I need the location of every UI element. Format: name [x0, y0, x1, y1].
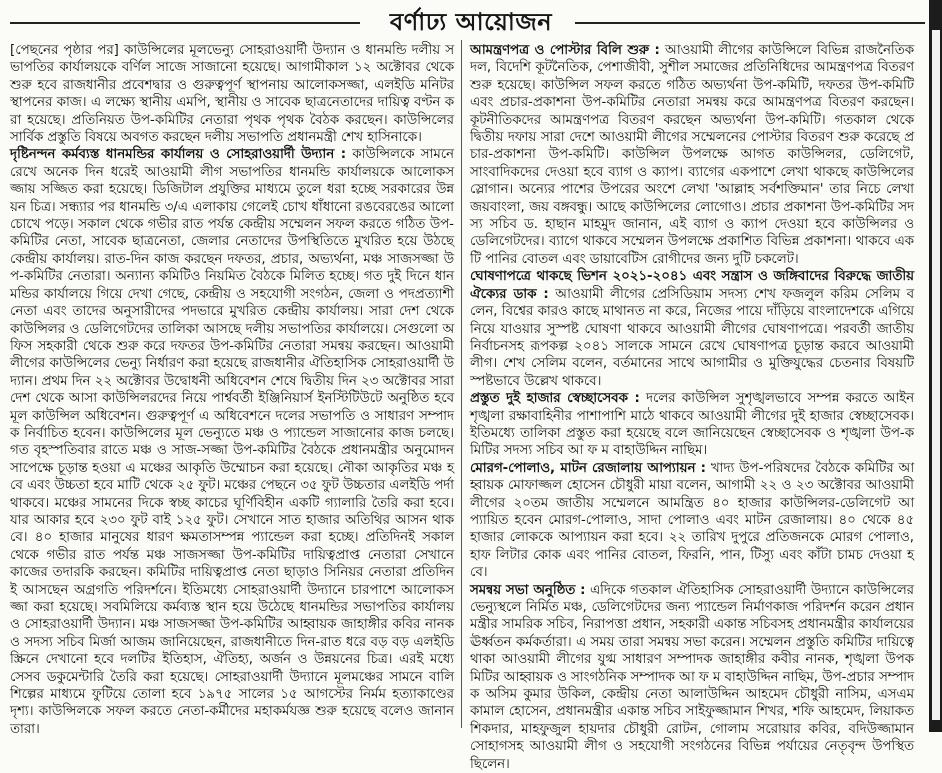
right-column: [470, 42, 915, 772]
subheading: প্রস্তুত দুই হাজার স্বেচ্ছাসেবক :: [470, 391, 640, 407]
subheading: সমন্বয় সভা অনুষ্ঠিত :: [470, 582, 586, 598]
article-paragraph: [470, 582, 914, 773]
paragraph-text: [পেছনের পৃষ্ঠার পর] কাউন্সিলের মূলভেন্যু সোহরাওয়ার্দী উদ্যান ও ধানমন্ডি দলীয় সভাপতির কার্যালয়কে বর্ণিল সাজে সাজানো হয়েছে। আগামীকাল ১২ অক্টোবর থেকে শুরু হবে রাজধানীর প্রবেশদ্বার ও গুরুত্বপূর্ণ স্থাপনায় আলোকসজ্জা, এলইডি মনিটর স্থাপনের কাজ। এ লক্ষ্যে স্থানীয় এমপি, স্থানীয় ও সাবেক ছাত্রনেতাদের দায়িত্ব বণ্টন করা হয়েছে। প্রতিনিয়ত উপ-কমিটির নেতারা পৃথক পৃথক বৈঠক করছেন। কাউন্সিলের সার্বিক প্রস্তুতি বিষয়ে অবগত করছেন দলীয় সভাপতি প্রধানমন্ত্রী শেখ হাসিনাকে।: [10, 43, 454, 146]
article-paragraph: [10, 146, 454, 738]
subheading: মোরগ-পোলাও, মাটন রেজালায় আপ্যায়ন :: [470, 460, 706, 476]
subheading: আমন্ত্রণপত্র ও পোস্টার বিলি শুরু :: [470, 43, 660, 58]
title-rule-left: [10, 22, 360, 24]
column-divider: [461, 40, 462, 728]
subheading: দৃষ্টিনন্দন কর্মব্যস্ত ধানমন্ডির কার্যালয় ও সোহরাওয়ার্দী উদ্যান :: [10, 147, 347, 163]
article-paragraph: [470, 268, 914, 390]
paragraph-text: আওয়ামী লীগের কাউন্সিলে বিভিন্ন রাজনৈতিক দল, বিদেশি কূটনৈতিক, পেশাজীবী, সুশীল সমাজের প্রতিনিধিদের আমন্ত্রণপত্র বিতরণ শুরু হয়েছে। কাউন্সিল সফল করতে গঠিত অভ্যর্থনা উপ-কমিটি, দফতর উপ-কমিটি এবং প্রচার-প্রকাশনা উপ-কমিটির নেতারা সমন্বয় করে আমন্ত্রণপত্র বিতরণ করছেন। কূটনীতিকদের আমন্ত্রণপত্র বিতরণ করছেন অভ্যর্থনা উপ-কমিটি। গতকাল থেকে দ্বিতীয় দফায় সারা দেশে আওয়ামী লীগের সম্মেলনের পোস্টার বিতরণ শুরু করেছে প্রচার-প্রকাশনা উপ-কমিটি। কাউন্সিল উপলক্ষে আগত কাউন্সিলর, ডেলিগেট, সাংবাদিকদের দেওয়া হবে ব্যাগ ও ক্যাপ। ব্যাগের একপাশে লেখা থাকছে কাউন্সিলের স্লোগান। অন্যের পাশের উপরের অংশে লেখা 'আল্লাহ সর্বশক্তিমান' তার নিচে লেখা জয়বাংলা, জয় বঙ্গবন্ধু। আছে কাউন্সিলের লোগোও। প্রচার প্রকাশনা উপ-কমিটির সদস্য সচিব ড. হাছান মাহমুদ জানান, এই ব্যাগ ও ক্যাপ দেওয়া হবে কাউন্সিলর ও ডেলিগেটদের। ব্যাগে থাকবে সম্মেলন উপলক্ষে প্রকাশিত বিভিন্ন প্রকাশনা। থাকবে একটি পানির বোতল এবং ডায়াবেটিস রোগীদের জন্য দুটি চকলেট।: [470, 43, 914, 267]
paragraph-text: এদিকে গতকাল ঐতিহাসিক সোহরাওয়ার্দী উদ্যানে কাউন্সিলের ভেন্যুস্থলে নির্মিত মঞ্চ, ডেলিগেটদের জন্য প্যান্ডেল নির্মাণকাজ পরিদর্শন করেন প্রধানমন্ত্রীর সামরিক সচিব, নিরাপত্তা প্রধান, সহকারী একান্ত সচিবসহ প্রধানমন্ত্রীর কার্যালয়ের ঊর্ধ্বতন কর্মকর্তারা। এ সময় তারা সমন্বয় সভা করেন। সম্মেলন প্রস্তুতি কমিটির দায়িত্বে থাকা আওয়ামী লীগের যুগ্ম সাধারণ সম্পাদক জাহাঙ্গীর কবীর নানক, শৃঙ্খলা উপকমিটির আহ্বায়ক ও সাংগঠনিক সম্পাদক আ ফ ম বাহাউদ্দিন নাছিম, উপ-প্রচার সম্পাদক অসিম কুমার উকিল, কেন্দ্রীয় নেতা আলাউদ্দিন আহমেদ চৌধুরী নাসিম, এসএম কামাল হোসেন, প্রধানমন্ত্রীর একান্ত সচিব সাইফুজ্জামান শিখর, শফি আহমেদ, লিয়াকত শিকদার, মাহফুজুল হায়দার চৌধুরী রোটন, গোলাম সরোয়ার কবির, বদিউজ্জামান সোহাগসহ আওয়ামী লীগ ও সহযোগী সংগঠনের বিভিন্ন পর্যায়ের নেতৃবৃন্দ উপস্থিত ছিলেন।: [470, 582, 914, 772]
article-paragraph: [470, 460, 914, 582]
paragraph-text: কাউন্সিলকে সামনে রেখে অনেক দিন ধরেই আওয়ামী লীগ সভাপতির ধানমন্ডি কার্যালয়কে আলোকসজ্জায় সজ্জিত করা হয়েছে। ডিজিটাল প্রযুক্তির মাধ্যমে তুলে ধরা হচ্ছে সরকারের উন্নয়ন চিত্র। সন্ধ্যার পর ধানমন্ডি ৩/এ এলাকায় গেলেই চোখ ধাঁধানো রঙবেরঙের আলো চোখে পড়ে। সকাল থেকে গভীর রাত পর্যন্ত কেন্দ্রীয় সম্মেলন সফল করতে গঠিত উপ-কমিটির নেতা, সাবেক ছাত্রনেতা, জেলার নেতাদের উপস্থিতিতে মুখরিত হয়ে উঠছে কেন্দ্রীয় কার্যালয়। রাত-দিন কাজ করছেন দফতর, প্রচার, অভ্যর্থনা, মঞ্চ সাজসজ্জা উপ-কমিটির নেতারা। অন্যান্য কমিটিও নিয়মিত বৈঠকে মিলিত হচ্ছে। গত দুই দিনে ধানমন্ডির কার্যালয়ে গিয়ে দেখা গেছে, কেন্দ্রীয় ও সহযোগী সংগঠন, জেলা ও পদপ্রত্যাশী নেতা এবং তাদের অনুসারীদের পদভারে মুখরিত কেন্দ্রীয় কার্যালয়। সারা দেশ থেকে কাউন্সিলর ও ডেলিগেটদের তালিকা আসছে দলীয় সভাপতির কার্যালয়ে। সেগুলো অফিস সহকারী থেকে শুরু করে দফতর উপ-কমিটির নেতারা সমন্বয় করছেন। আওয়ামী লীগের কাউন্সিলের ভেন্যু নির্ধারণ করা হয়েছে রাজধানীর ঐতিহাসিক সোহরাওয়ার্দী উদ্যান। প্রথম দিন ২২ অক্টোবর উদ্বোধনী অধিবেশন শেষে দ্বিতীয় দিন ২৩ অক্টোবর সারা দেশ থেকে আসা কাউন্সিলরদের নিয়ে পার্শ্ববর্তী ইঞ্জিনিয়ার্স ইনস্টিটিউটে অনুষ্ঠিত হবে মূল কাউন্সিল অধিবেশন। গুরুত্বপূর্ণ এ অধিবেশনে দলের সভাপতি ও সাধারণ সম্পাদক নির্বাচিত হবেন। কাউন্সিলের মূল ভেন্যুতে মঞ্চ ও প্যান্ডেল সাজানোর কাজ চলছে। গত বৃহস্পতিবার রাতে মঞ্চ ও সাজ-সজ্জা উপ-কমিটির বৈঠকে প্রধানমন্ত্রীর অনুমোদন সাপেক্ষে চূড়ান্ত হওয়া এ মঞ্চের আকৃতি উম্মোচন করা হয়েছে। নৌকা আকৃতির মঞ্চ হবে এবং উচ্চতা হবে মাটি থেকে ২৫ ফুট। মঞ্চের পেছনে ৩৫ ফুট উচ্চতার এলইডি পর্দা থাকবে। মঞ্চের সামনের দিকে স্বচ্ছ কাচের ঘূর্ণিবিহীন একটি গ্যালারি তৈরি করা হবে। যার আকার হবে ২৩০ ফুট বাই ১২৫ ফুট। সেখানে সাত হাজার অতিথির আসন থাকবে। ৪০ হাজার মানুষের ধারণ ক্ষমতাসম্পন্ন প্যান্ডেল করা হচ্ছে। প্রতিদিনই সকাল থেকে গভীর রাত পর্যন্ত মঞ্চ সাজসজ্জা উপ-কমিটির দায়িত্বপ্রাপ্ত নেতারা সেখানে কাজের তদারকি করছেন। কমিটির দায়িত্বপ্রাপ্ত নেতা ছাড়াও সিনিয়র নেতারা প্রতিদিনই আসছেন অগ্রগতি পরিদর্শনে। ইতিমধ্যে সোহরাওয়ার্দী উদ্যানে চারপাশে আলোকসজ্জা করা হয়েছে। সবমিলিয়ে কর্মব্যস্ত স্থান হয়ে উঠেছে ধানমন্ডির সভাপতির কার্যালয় ও সোহরাওয়ার্দী উদ্যান। মঞ্চ সাজসজ্জা উপ-কমিটির আহ্বায়ক জাহাঙ্গীর কবির নানক ও সদস্য সচিব মির্জা আজম জানিয়েছেন, রাজধানীতে দিন-রাত ধরে বড় বড় এলইডি স্ক্রিনে দেখানো হবে দলটির ইতিহাস, ঐতিহ্য, অর্জন ও উন্নয়নের চিত্র। এরই মধ্যে সেসব ডকুমেন্টারি তৈরি করা হয়েছে। সোহরাওয়ার্দী উদ্যানে মূলমঞ্চের সামনে বালি শিল্পের মাধ্যমে ফুটিয়ে তোলা হবে ১৯৭৫ সালের ১৫ আগস্টের নির্মম হত্যাকাণ্ডের দৃশ্য। কাউন্সিলকে সফল করতে নেতা-কর্মীদের মহাকর্মযজ্ঞ শুরু হয়েছে বলেও জানান তারা।: [10, 147, 455, 737]
page-edge-margin: [932, 30, 940, 720]
article-paragraph: [470, 42, 914, 268]
subheading: ঘোষণাপত্রে থাকছে ভিশন ২০২১-২০৪১ এবং সন্ত্রাস ও জঙ্গিবাদের বিরুদ্ধে জাতীয় ঐক্যের ডাক :: [470, 269, 914, 302]
paragraph-text: খাদ্য উপ-পরিষদের বৈঠকে কমিটির আহ্বায়ক মোফাজ্জল হোসেন চৌধুরী মায়া বলেন, আগামী ২২ ও ২৩ অক্টোবর আওয়ামী লীগের ২০তম জাতীয় সম্মেলনে আমন্ত্রিত ৪০ হাজার কাউন্সিলর-ডেলিগেট আপ্যায়িত হবেন মোরগ-পোলাও, সাদা পোলাও এবং মাটন রেজালায়। ৪০ থেকে ৪৫ হাজার লোককে আপ্যায়ন করা হবে। ২২ তারিখ দুপুরে প্রতিজনকে মোরগ পোলাও, হাফ লিটার কোক এবং পানির বোতল, ফিরনি, পান, টিস্যু এবং কাঁটা চামচ দেওয়া হবে।: [470, 460, 915, 581]
article-paragraph: [470, 390, 914, 460]
title-rule-right: [575, 22, 925, 24]
paragraph-text: দলের কাউন্সিল সুশৃঙ্খলভাবে সম্পন্ন করতে আইনশৃঙ্খলা রক্ষাবাহিনীর পাশাপাশি মাঠে থাকবে আওয়ামী লীগের দুই হাজার স্বেচ্ছাসেবক। ইতিমধ্যে তালিকা প্রস্তুত করা হয়েছে বলে জানিয়েছেন স্বেচ্ছাসেবক ও শৃঙ্খলা উপ-কমিটির সদস্য সচিব আ ফ ম বাহাউদ্দিন নাছিম।: [470, 391, 915, 459]
article-paragraph: [10, 42, 454, 146]
left-column: [10, 42, 455, 737]
page-title: বর্ণাঢ্য আয়োজন: [389, 8, 553, 36]
paragraph-text: আওয়ামী লীগের প্রেসিডিয়াম সদস্য শেখ ফজলুল করিম সেলিম বলেন, বিশ্বের কারও কাছে মাথানত না করে, নিজের পায়ে দাঁড়িয়ে বাংলাদেশকে এগিয়ে নিয়ে যাওয়ার সুস্পষ্ট ঘোষণা থাকবে আওয়ামী লীগের ঘোষণাপত্রে। পরবর্তী জাতীয় নির্বাচনসহ রূপকল্প ২০৪১ সালকে সামনে রেখে ঘোষণাপত্র চূড়ান্ত করবে আওয়ামী লীগ। শেখ সেলিম বলেন, বর্তমানের সাথে আগামীর ও মুক্তিযুদ্ধের চেতনার বিষয়টি স্পষ্টভাবে উল্লেখ থাকবে।: [470, 286, 914, 389]
